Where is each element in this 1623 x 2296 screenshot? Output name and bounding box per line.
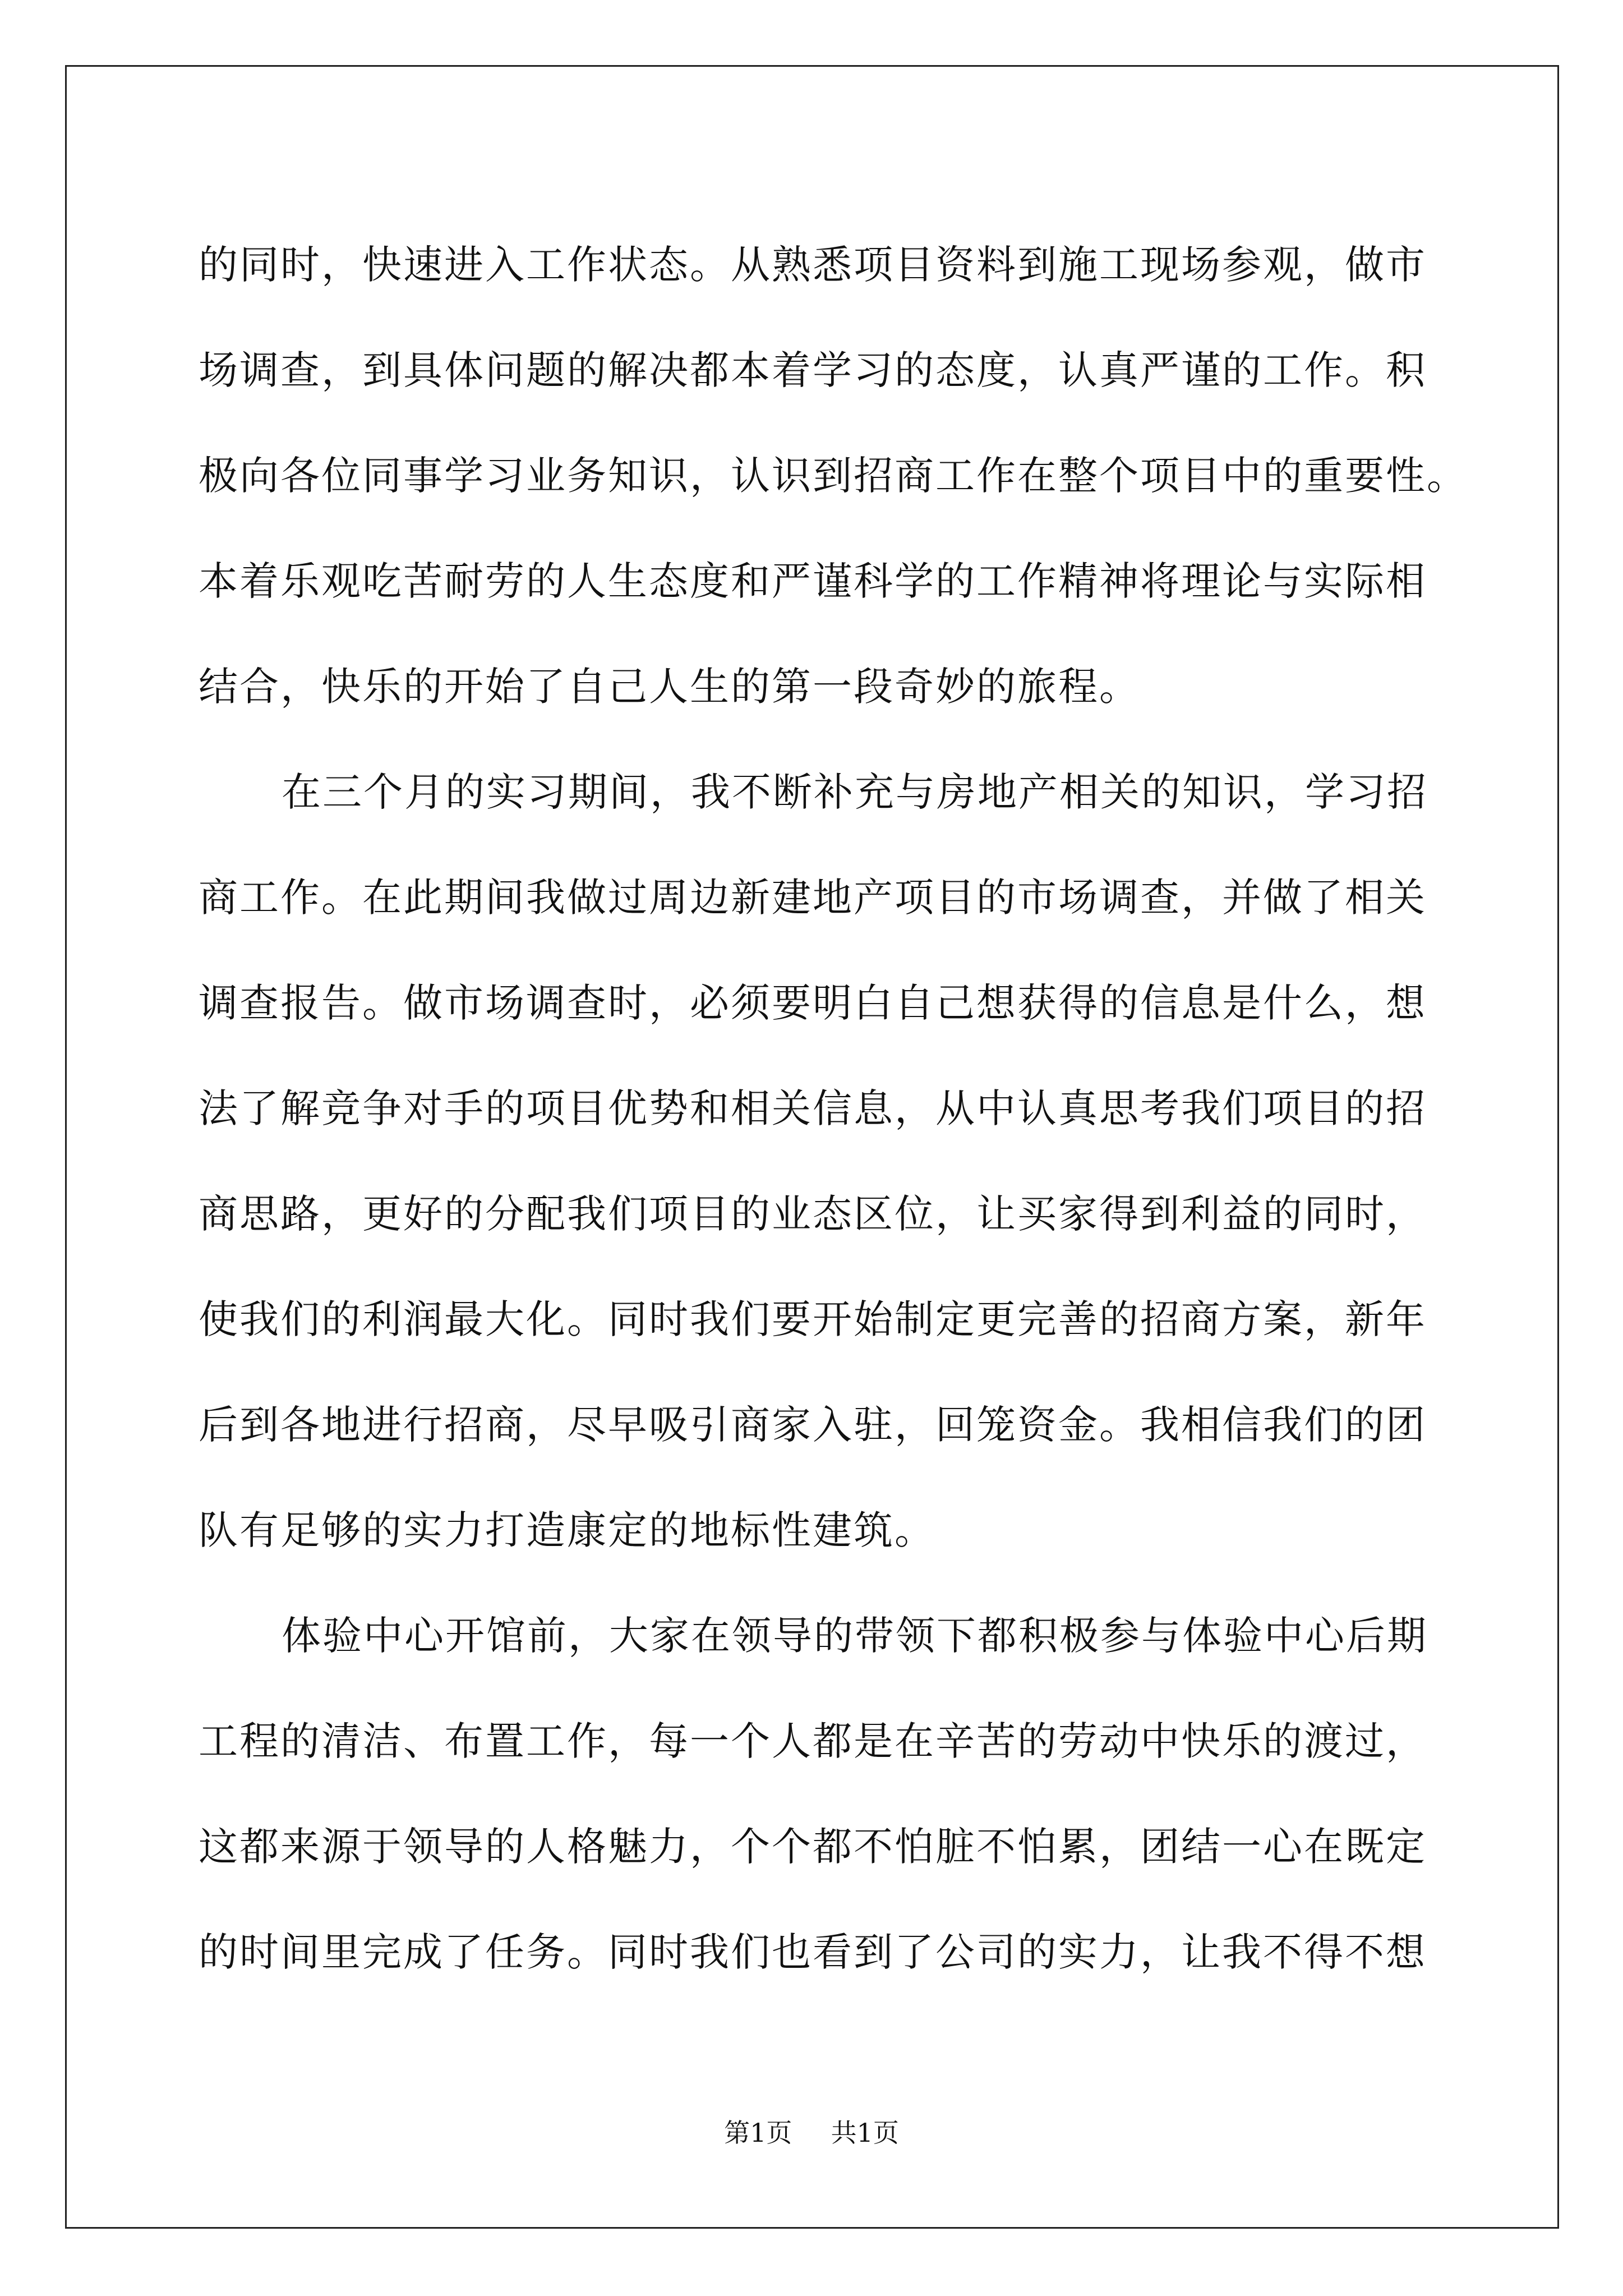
page-footer: [0, 2116, 1623, 2150]
text-line: 的时间里完成了任务。同时我们也看到了公司的实力，让我不得不想: [199, 1929, 1427, 1975]
text-line: 后到各地进行招商，尽早吸引商家入驻，回笼资金。我相信我们的团: [199, 1402, 1427, 1448]
text-line: 调查报告。做市场调查时，必须要明白自己想获得的信息是什么，想: [199, 980, 1427, 1026]
paragraph-start-line: 体验中心开馆前，大家在领导的带领下都积极参与体验中心后期: [282, 1613, 1428, 1659]
paragraph-start-line: 在三个月的实习期间，我不断补充与房地产相关的知识，学习招: [282, 769, 1428, 815]
text-line: 商工作。在此期间我做过周边新建地产项目的市场调查，并做了相关: [199, 875, 1427, 921]
text-line: 使我们的利润最大化。同时我们要开始制定更完善的招商方案，新年: [199, 1296, 1427, 1342]
text-line: 极向各位同事学习业务知识，认识到招商工作在整个项目中的重要性。: [199, 453, 1468, 499]
page-total: 共1页: [831, 2118, 899, 2148]
text-line: 结合，快乐的开始了自己人生的第一段奇妙的旅程。: [199, 664, 1140, 710]
text-line: 这都来源于领导的人格魅力，个个都不怕脏不怕累，团结一心在既定: [199, 1824, 1427, 1870]
text-line: 队有足够的实力打造康定的地标性建筑。: [199, 1507, 935, 1553]
text-line: 的同时，快速进入工作状态。从熟悉项目资料到施工现场参观，做市: [199, 242, 1427, 288]
document-body: [199, 212, 1468, 2005]
page-number: 第1页: [724, 2118, 792, 2148]
text-line: 本着乐观吃苦耐劳的人生态度和严谨科学的工作精神将理论与实际相: [199, 558, 1427, 604]
text-line: 工程的清洁、布置工作，每一个人都是在辛苦的劳动中快乐的渡过，: [199, 1718, 1427, 1764]
text-line: 法了解竞争对手的项目优势和相关信息，从中认真思考我们项目的招: [199, 1085, 1427, 1131]
text-line: 场调查，到具体问题的解决都本着学习的态度，认真严谨的工作。积: [199, 347, 1427, 393]
text-line: 商思路，更好的分配我们项目的业态区位，让买家得到利益的同时，: [199, 1191, 1427, 1237]
